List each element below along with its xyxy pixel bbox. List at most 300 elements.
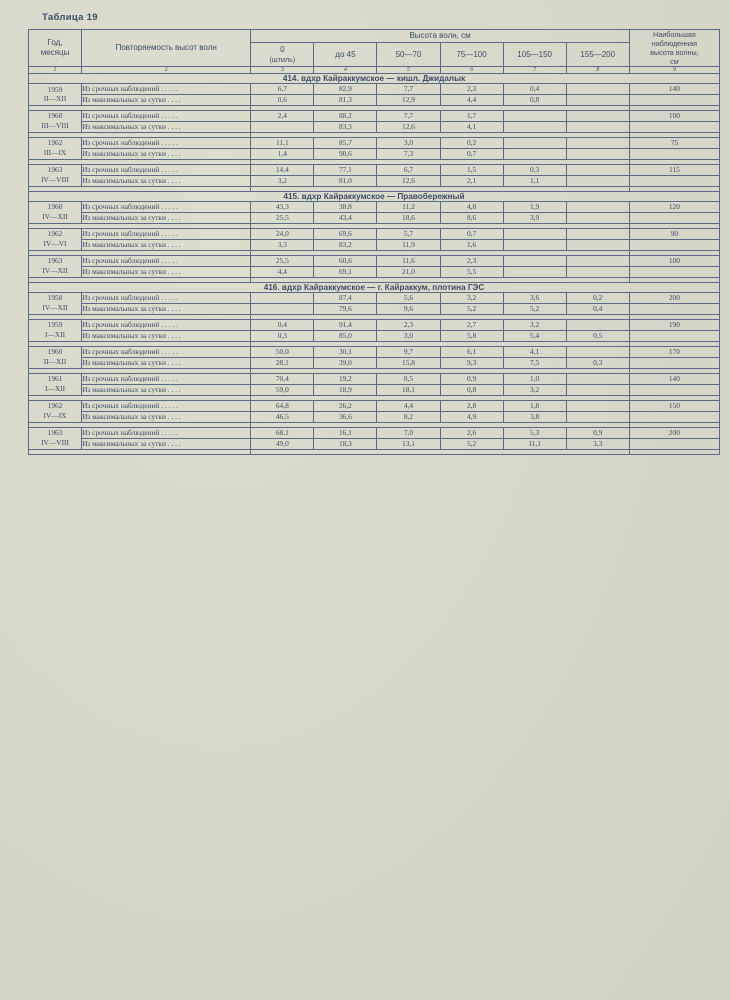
table-row (29, 228, 720, 239)
cell-frequency-value (566, 255, 629, 266)
months-value: III—VIII (41, 121, 69, 131)
cell-frequency-value: 6,7 (377, 164, 440, 175)
cell-frequency-value: 70,4 (251, 373, 314, 384)
cell-frequency-value: 18,1 (377, 384, 440, 395)
cell-frequency-value: 3,9 (503, 212, 566, 223)
cell-series-label: Из срочных наблюдений . . . . . (82, 373, 251, 384)
cell-frequency-value: 5,2 (440, 438, 503, 449)
section-title: 415. вдхр Кайраккумское — Правобережный (29, 191, 720, 201)
cell-series-label: Из максимальных за сутки . . . . (82, 357, 251, 368)
cell-frequency-value (566, 266, 629, 277)
cell-frequency-value: 3,3 (251, 239, 314, 250)
cell-frequency-value: 25,5 (251, 255, 314, 266)
cell-frequency-value: 79,6 (314, 303, 377, 314)
cell-series-label: Из максимальных за сутки . . . . (82, 330, 251, 341)
cell-frequency-value: 49,0 (251, 438, 314, 449)
cell-frequency-value: 0,3 (251, 330, 314, 341)
cell-frequency-value (566, 110, 629, 121)
year-value: 1961 (47, 374, 63, 384)
cell-frequency-value: 13,1 (377, 438, 440, 449)
cell-year-months (29, 255, 82, 277)
cell-frequency-value: 2,3 (440, 255, 503, 266)
table-row (29, 384, 720, 395)
cell-frequency-value (251, 292, 314, 303)
cell-series-label: Из срочных наблюдений . . . . . (82, 400, 251, 411)
cell-frequency-value (503, 137, 566, 148)
header-wave-height-group: Высота волн, см (251, 30, 629, 43)
cell-series-label: Из срочных наблюдений . . . . . (82, 292, 251, 303)
table-row (29, 319, 720, 330)
column-number: 2 (82, 67, 251, 74)
cell-frequency-value: 18,6 (377, 212, 440, 223)
cell-frequency-value: 2,3 (377, 319, 440, 330)
wave-height-table (28, 29, 720, 455)
header-bin-4: 105—150 (503, 43, 566, 67)
cell-year-months (29, 400, 82, 422)
cell-frequency-value: 2,7 (440, 319, 503, 330)
cell-frequency-value (566, 346, 629, 357)
table-row (29, 212, 720, 223)
cell-frequency-value: 1,6 (440, 239, 503, 250)
cell-frequency-value: 7,0 (377, 427, 440, 438)
cell-series-label: Из максимальных за сутки . . . . (82, 212, 251, 223)
months-value: IV—IX (43, 411, 67, 421)
cell-frequency-value: 77,1 (314, 164, 377, 175)
cell-series-label: Из срочных наблюдений . . . . . (82, 84, 251, 95)
year-value: 1960 (47, 347, 63, 357)
cell-frequency-value (566, 239, 629, 250)
cell-series-label: Из срочных наблюдений . . . . . (82, 427, 251, 438)
cell-frequency-value: 69,1 (314, 266, 377, 277)
cell-frequency-value: 1,0 (503, 373, 566, 384)
table-row (29, 255, 720, 266)
cell-frequency-value: 85,0 (314, 330, 377, 341)
section-title-row (29, 74, 720, 84)
cell-frequency-value: 9,3 (440, 357, 503, 368)
table-row (29, 438, 720, 449)
cell-frequency-value: 1,4 (251, 148, 314, 159)
cell-frequency-value (566, 373, 629, 384)
cell-frequency-value: 3,3 (566, 438, 629, 449)
header-year: Год, месяцы (29, 30, 82, 67)
cell-frequency-value: 0,4 (503, 84, 566, 95)
cell-frequency-value (566, 175, 629, 186)
cell-year-months (29, 201, 82, 223)
header-bin-1: до 45 (314, 43, 377, 67)
cell-frequency-value: 39,0 (314, 357, 377, 368)
table-row (29, 175, 720, 186)
cell-frequency-value: 3,8 (503, 411, 566, 422)
cell-frequency-value: 4,4 (251, 266, 314, 277)
cell-frequency-value: 46,5 (251, 411, 314, 422)
header-bin-3: 75—100 (440, 43, 503, 67)
cell-series-label: Из срочных наблюдений . . . . . (82, 346, 251, 357)
months-value: IV—VIII (41, 438, 69, 448)
header-bin-5: 155—200 (566, 43, 629, 67)
bottom-rule-cell (29, 454, 720, 455)
cell-frequency-value: 0,3 (566, 357, 629, 368)
cell-frequency-value: 3,0 (377, 330, 440, 341)
cell-frequency-value: 0,8 (440, 384, 503, 395)
cell-frequency-value: 69,6 (314, 228, 377, 239)
cell-frequency-value: 0,2 (440, 137, 503, 148)
cell-max-observed-height: 150 (629, 400, 719, 411)
table-body (29, 74, 720, 455)
months-value: II—XII (43, 94, 67, 104)
cell-frequency-value (566, 319, 629, 330)
year-value: 1958 (47, 293, 63, 303)
cell-max-observed-height: 75 (629, 137, 719, 148)
cell-frequency-value: 43,4 (314, 212, 377, 223)
cell-frequency-value: 5,7 (377, 228, 440, 239)
cell-frequency-value: 6,7 (251, 84, 314, 95)
cell-frequency-value: 3,2 (251, 175, 314, 186)
cell-frequency-value: 0,9 (566, 427, 629, 438)
cell-frequency-value: 0,2 (566, 292, 629, 303)
table-row (29, 400, 720, 411)
table-row (29, 84, 720, 95)
cell-year-months (29, 228, 82, 250)
year-value: 1962 (47, 138, 63, 148)
cell-frequency-value (566, 137, 629, 148)
section-title-row (29, 191, 720, 201)
cell-frequency-value: 5,5 (440, 266, 503, 277)
cell-series-label: Из срочных наблюдений . . . . . (82, 110, 251, 121)
months-value: IV—VIII (41, 175, 69, 185)
table-row (29, 346, 720, 357)
cell-frequency-value: 38,8 (314, 201, 377, 212)
column-number: 7 (503, 67, 566, 74)
cell-frequency-value (566, 94, 629, 105)
cell-frequency-value: 24,0 (251, 228, 314, 239)
column-number: 4 (314, 67, 377, 74)
cell-frequency-value (566, 228, 629, 239)
cell-frequency-value: 83,3 (314, 121, 377, 132)
cell-frequency-value: 1,1 (503, 175, 566, 186)
cell-max-observed-height (629, 266, 719, 277)
table-row (29, 373, 720, 384)
cell-frequency-value: 83,2 (314, 239, 377, 250)
cell-frequency-value: 3,0 (377, 137, 440, 148)
cell-max-observed-height: 140 (629, 84, 719, 95)
header-bin-0: 0 (штиль) (251, 43, 314, 67)
table-row (29, 266, 720, 277)
months-value: II—XII (43, 357, 67, 367)
cell-frequency-value: 21,0 (377, 266, 440, 277)
table-row (29, 330, 720, 341)
cell-frequency-value: 3,2 (503, 319, 566, 330)
cell-max-observed-height (629, 303, 719, 314)
cell-frequency-value: 4,1 (440, 121, 503, 132)
cell-frequency-value: 26,2 (314, 400, 377, 411)
cell-max-observed-height: 120 (629, 201, 719, 212)
cell-frequency-value: 0,6 (251, 94, 314, 105)
cell-frequency-value: 81,3 (314, 94, 377, 105)
cell-frequency-value: 0,3 (503, 164, 566, 175)
cell-frequency-value (566, 148, 629, 159)
cell-frequency-value: 25,5 (251, 212, 314, 223)
column-number: 5 (377, 67, 440, 74)
cell-series-label: Из максимальных за сутки . . . . (82, 148, 251, 159)
table-row (29, 411, 720, 422)
cell-series-label: Из срочных наблюдений . . . . . (82, 228, 251, 239)
cell-series-label: Из максимальных за сутки . . . . (82, 239, 251, 250)
cell-frequency-value: 5,4 (503, 330, 566, 341)
year-value: 1962 (47, 401, 63, 411)
cell-max-observed-height (629, 411, 719, 422)
cell-frequency-value (566, 164, 629, 175)
cell-frequency-value: 4,9 (440, 411, 503, 422)
table-number-label: Таблица 19 (42, 12, 98, 23)
cell-frequency-value: 14,4 (251, 164, 314, 175)
cell-frequency-value: 6,1 (440, 346, 503, 357)
cell-frequency-value: 11,1 (251, 137, 314, 148)
cell-frequency-value: 7,3 (377, 148, 440, 159)
cell-frequency-value: 0,7 (440, 148, 503, 159)
cell-year-months (29, 427, 82, 449)
cell-frequency-value: 5,8 (440, 330, 503, 341)
cell-frequency-value: 11,1 (503, 438, 566, 449)
cell-frequency-value: 11,9 (377, 239, 440, 250)
cell-frequency-value (566, 84, 629, 95)
cell-frequency-value: 0,8 (503, 94, 566, 105)
months-value: I—XII (44, 384, 66, 394)
section-title: 416. вдхр Кайраккумское — г. Кайраккум, плотина ГЭС (29, 282, 720, 292)
cell-frequency-value: 7,7 (377, 84, 440, 95)
cell-year-months (29, 84, 82, 106)
table-row (29, 148, 720, 159)
cell-frequency-value: 36,6 (314, 411, 377, 422)
cell-max-observed-height (629, 121, 719, 132)
cell-frequency-value: 4,8 (440, 201, 503, 212)
cell-frequency-value: 7,7 (377, 110, 440, 121)
cell-series-label: Из максимальных за сутки . . . . (82, 266, 251, 277)
column-number: 9 (629, 67, 719, 74)
cell-frequency-value: 3,2 (503, 384, 566, 395)
table-row (29, 201, 720, 212)
cell-frequency-value: 4,1 (503, 346, 566, 357)
table-row (29, 137, 720, 148)
cell-frequency-value (503, 121, 566, 132)
cell-frequency-value: 12,6 (377, 121, 440, 132)
cell-frequency-value: 11,2 (377, 201, 440, 212)
cell-frequency-value: 1,7 (440, 110, 503, 121)
cell-year-months (29, 110, 82, 132)
months-value: IV—XII (42, 303, 68, 313)
cell-frequency-value: 15,8 (377, 357, 440, 368)
cell-frequency-value: 4,4 (440, 94, 503, 105)
cell-frequency-value: 18,3 (314, 438, 377, 449)
cell-frequency-value: 2,3 (440, 84, 503, 95)
cell-frequency-value: 50,0 (251, 346, 314, 357)
cell-frequency-value: 68,1 (251, 427, 314, 438)
cell-max-observed-height: 100 (629, 255, 719, 266)
cell-frequency-value: 1,8 (503, 400, 566, 411)
cell-frequency-value (251, 303, 314, 314)
cell-series-label: Из срочных наблюдений . . . . . (82, 201, 251, 212)
cell-frequency-value (503, 266, 566, 277)
cell-frequency-value: 59,0 (251, 384, 314, 395)
year-value: 1963 (47, 428, 63, 438)
cell-frequency-value: 28,1 (251, 357, 314, 368)
cell-frequency-value: 8,5 (377, 373, 440, 384)
cell-series-label: Из максимальных за сутки . . . . (82, 411, 251, 422)
cell-frequency-value: 90,6 (314, 148, 377, 159)
cell-frequency-value: 87,4 (314, 292, 377, 303)
table-bottom-rule (29, 454, 720, 455)
cell-series-label: Из максимальных за сутки . . . . (82, 384, 251, 395)
year-value: 1963 (47, 165, 63, 175)
months-value: I—XII (44, 330, 66, 340)
cell-series-label: Из максимальных за сутки . . . . (82, 121, 251, 132)
cell-series-label: Из срочных наблюдений . . . . . (82, 319, 251, 330)
cell-frequency-value: 2,4 (251, 110, 314, 121)
cell-frequency-value (503, 255, 566, 266)
cell-frequency-value: 9,6 (377, 303, 440, 314)
header-bin-2: 50—70 (377, 43, 440, 67)
cell-frequency-value: 5,2 (440, 303, 503, 314)
cell-frequency-value: 8,6 (440, 212, 503, 223)
cell-frequency-value: 30,1 (314, 346, 377, 357)
cell-frequency-value: 60,6 (314, 255, 377, 266)
header-column-numbers (29, 67, 720, 74)
cell-series-label: Из срочных наблюдений . . . . . (82, 137, 251, 148)
cell-series-label: Из срочных наблюдений . . . . . (82, 255, 251, 266)
cell-max-observed-height: 190 (629, 319, 719, 330)
table-row (29, 303, 720, 314)
year-value: 1959 (47, 84, 63, 94)
cell-year-months (29, 319, 82, 341)
cell-frequency-value (566, 411, 629, 422)
cell-frequency-value: 16,1 (314, 427, 377, 438)
cell-frequency-value: 4,4 (377, 400, 440, 411)
year-value: 1960 (47, 202, 63, 212)
cell-frequency-value: 64,8 (251, 400, 314, 411)
cell-series-label: Из максимальных за сутки . . . . (82, 175, 251, 186)
cell-frequency-value: 8,2 (377, 411, 440, 422)
months-value: IV—XII (42, 266, 68, 276)
cell-max-observed-height (629, 148, 719, 159)
cell-frequency-value: 3,2 (440, 292, 503, 303)
cell-frequency-value: 5,6 (377, 292, 440, 303)
cell-frequency-value: 0,7 (440, 228, 503, 239)
months-value: IV—VI (43, 239, 67, 249)
cell-frequency-value: 12,6 (377, 175, 440, 186)
cell-year-months (29, 373, 82, 395)
cell-frequency-value: 0,5 (566, 330, 629, 341)
cell-frequency-value (566, 384, 629, 395)
year-value: 1959 (47, 320, 63, 330)
cell-year-months (29, 164, 82, 186)
cell-frequency-value (566, 212, 629, 223)
cell-frequency-value: 85,7 (314, 137, 377, 148)
year-value: 1960 (47, 111, 63, 121)
cell-frequency-value (566, 201, 629, 212)
column-number: 1 (29, 67, 82, 74)
cell-frequency-value (503, 228, 566, 239)
cell-frequency-value: 5,3 (503, 427, 566, 438)
cell-frequency-value (251, 121, 314, 132)
cell-max-observed-height: 170 (629, 346, 719, 357)
cell-max-observed-height (629, 175, 719, 186)
cell-frequency-value: 9,7 (377, 346, 440, 357)
cell-series-label: Из максимальных за сутки . . . . (82, 303, 251, 314)
cell-max-observed-height: 115 (629, 164, 719, 175)
header-frequency: Повторяемость высот волн (82, 30, 251, 67)
section-title-row (29, 282, 720, 292)
table-row (29, 239, 720, 250)
cell-frequency-value: 5,2 (503, 303, 566, 314)
table-row (29, 427, 720, 438)
cell-max-observed-height (629, 384, 719, 395)
months-value: IV—XII (42, 212, 68, 222)
cell-frequency-value: 82,9 (314, 84, 377, 95)
cell-frequency-value: 0,9 (440, 373, 503, 384)
cell-max-observed-height: 100 (629, 110, 719, 121)
cell-frequency-value (503, 239, 566, 250)
cell-max-observed-height: 200 (629, 427, 719, 438)
months-value: III—IX (43, 148, 67, 158)
cell-max-observed-height (629, 239, 719, 250)
cell-frequency-value: 1,9 (503, 201, 566, 212)
table-row (29, 292, 720, 303)
cell-frequency-value (566, 400, 629, 411)
table-row (29, 357, 720, 368)
cell-frequency-value: 43,3 (251, 201, 314, 212)
cell-series-label: Из срочных наблюдений . . . . . (82, 164, 251, 175)
cell-frequency-value: 19,2 (314, 373, 377, 384)
cell-frequency-value: 11,6 (377, 255, 440, 266)
cell-frequency-value: 0,4 (566, 303, 629, 314)
cell-max-observed-height (629, 357, 719, 368)
cell-max-observed-height (629, 438, 719, 449)
table-header (29, 30, 720, 74)
section-title: 414. вдхр Кайраккумское — кишл. Джидалык (29, 74, 720, 84)
cell-frequency-value: 88,2 (314, 110, 377, 121)
cell-frequency-value: 3,6 (503, 292, 566, 303)
cell-max-observed-height (629, 94, 719, 105)
cell-frequency-value: 18,9 (314, 384, 377, 395)
column-number: 3 (251, 67, 314, 74)
cell-series-label: Из максимальных за сутки . . . . (82, 94, 251, 105)
cell-frequency-value: 0,4 (251, 319, 314, 330)
table-row (29, 164, 720, 175)
year-value: 1963 (47, 256, 63, 266)
cell-frequency-value (503, 148, 566, 159)
cell-max-observed-height: 200 (629, 292, 719, 303)
cell-frequency-value: 1,5 (440, 164, 503, 175)
header-max-observed: Наибольшая наблюденная высота волны, см (629, 30, 719, 67)
cell-max-observed-height (629, 212, 719, 223)
column-number: 6 (440, 67, 503, 74)
table-row (29, 110, 720, 121)
cell-max-observed-height: 140 (629, 373, 719, 384)
cell-frequency-value (503, 110, 566, 121)
cell-max-observed-height (629, 330, 719, 341)
cell-year-months (29, 346, 82, 368)
cell-frequency-value: 91,4 (314, 319, 377, 330)
cell-frequency-value: 7,5 (503, 357, 566, 368)
cell-frequency-value: 2,6 (440, 427, 503, 438)
table-row (29, 94, 720, 105)
cell-series-label: Из максимальных за сутки . . . . (82, 438, 251, 449)
cell-year-months (29, 292, 82, 314)
cell-frequency-value: 2,1 (440, 175, 503, 186)
cell-frequency-value: 81,0 (314, 175, 377, 186)
cell-frequency-value: 12,9 (377, 94, 440, 105)
cell-frequency-value: 2,8 (440, 400, 503, 411)
cell-year-months (29, 137, 82, 159)
